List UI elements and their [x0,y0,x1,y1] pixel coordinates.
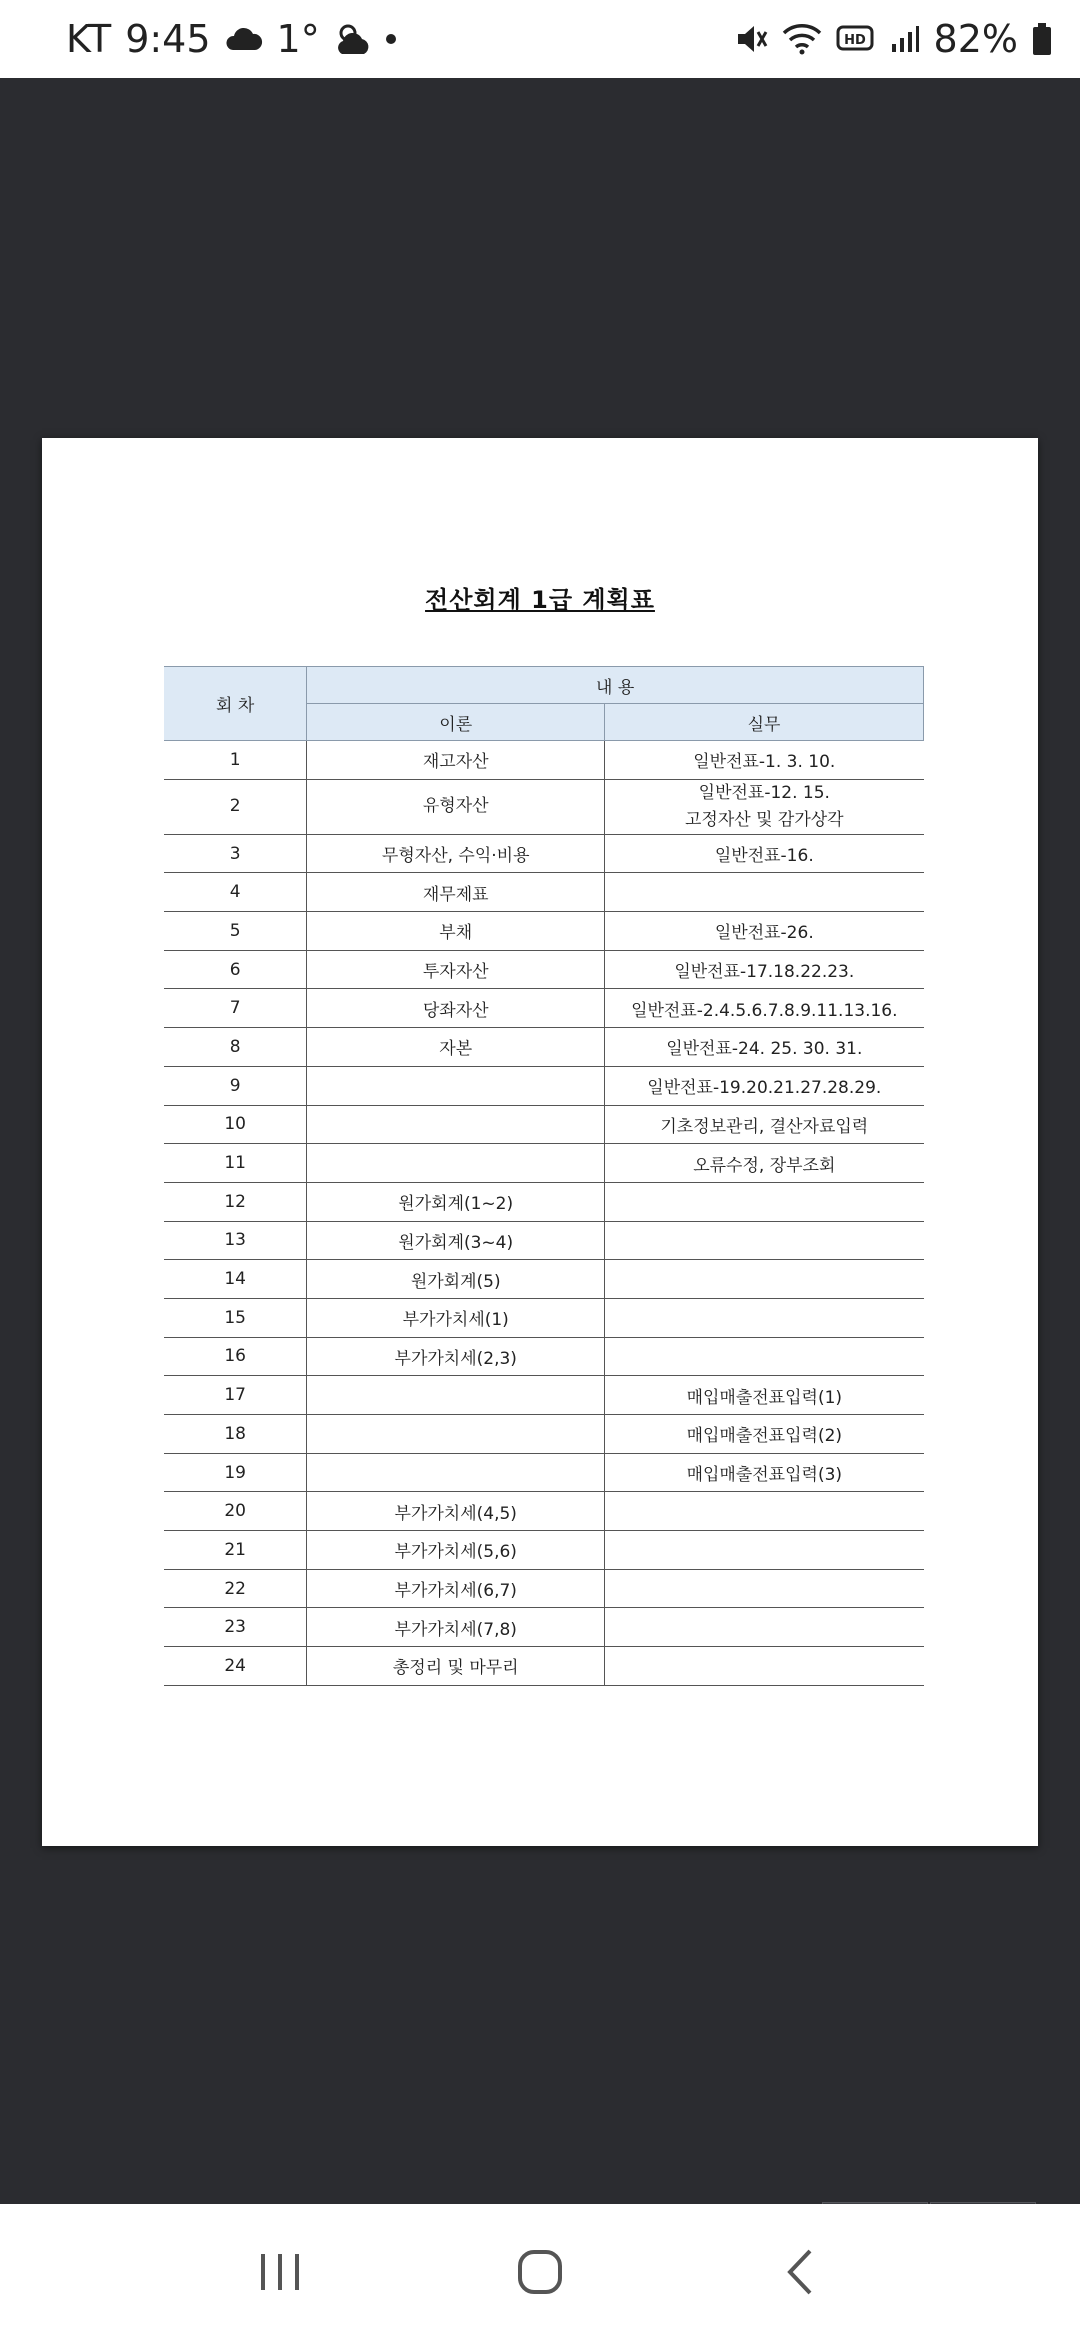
header-round: 회 차 [164,667,307,741]
table-row [164,1066,924,1105]
practice-cell: 일반전표-1. 3. 10. [605,741,924,780]
round-cell: 6 [164,950,307,989]
partly-cloudy-icon [334,22,372,56]
clock: 9:45 [125,17,211,61]
theory-cell [307,1415,605,1454]
theory-cell: 부가가치세(2,3) [307,1337,605,1376]
theory-cell [307,1105,605,1144]
theory-cell: 부가가치세(6,7) [307,1569,605,1608]
document-title: 전산회계 1급 계획표 [425,586,655,614]
practice-line: 고정자산 및 감가상각 [684,809,844,830]
practice-cell: 매입매출전표입력(2) [605,1415,924,1454]
round-cell: 11 [164,1144,307,1183]
practice-cell [605,1492,924,1531]
practice-cell [605,1608,924,1647]
temperature: 1° [276,17,320,61]
document-page[interactable] [42,438,1038,1846]
theory-cell: 총정리 및 마무리 [307,1647,605,1686]
table-row [164,1105,924,1144]
document-viewer[interactable] [0,78,1080,2204]
table-row [164,1608,924,1647]
round-cell: 19 [164,1453,307,1492]
practice-cell [605,779,924,834]
round-cell: 12 [164,1182,307,1221]
theory-cell: 부가가치세(1) [307,1298,605,1337]
round-cell: 10 [164,1105,307,1144]
header-content: 내 용 [307,667,924,704]
practice-cell [605,1298,924,1337]
practice-cell: 매입매출전표입력(1) [605,1376,924,1415]
practice-cell [605,1647,924,1686]
signal-icon [890,24,920,54]
practice-cell: 일반전표-16. [605,834,924,873]
table-row [164,1647,924,1686]
practice-cell: 매입매출전표입력(3) [605,1453,924,1492]
theory-cell [307,1376,605,1415]
table-row [164,950,924,989]
round-cell: 9 [164,1066,307,1105]
theory-cell: 투자자산 [307,950,605,989]
round-cell: 17 [164,1376,307,1415]
theory-cell: 당좌자산 [307,989,605,1028]
table-row [164,1569,924,1608]
dot-icon [386,34,396,44]
round-cell: 7 [164,989,307,1028]
theory-cell: 원가회계(1~2) [307,1182,605,1221]
recent-apps-icon [255,2250,305,2294]
round-cell: 13 [164,1221,307,1260]
practice-cell: 일반전표-19.20.21.27.28.29. [605,1066,924,1105]
practice-cell: 일반전표-26. [605,912,924,951]
table-row [164,1221,924,1260]
round-cell: 1 [164,741,307,780]
practice-cell [605,1569,924,1608]
table-row [164,779,924,834]
practice-cell [605,1260,924,1299]
round-cell: 4 [164,873,307,912]
navigation-bar [0,2204,1080,2340]
practice-cell: 일반전표-2.4.5.6.7.8.9.11.13.16. [605,989,924,1028]
svg-text:HD: HD [843,33,866,48]
theory-cell: 부가가치세(5,6) [307,1531,605,1570]
theory-cell: 부채 [307,912,605,951]
round-cell: 14 [164,1260,307,1299]
practice-cell: 일반전표-24. 25. 30. 31. [605,1028,924,1067]
table-row [164,1028,924,1067]
header-practice: 실무 [605,704,924,741]
mute-icon [734,22,768,56]
hd-icon [836,24,876,54]
cloud-icon [225,26,263,52]
practice-cell: 기초정보관리, 결산자료입력 [605,1105,924,1144]
round-cell: 16 [164,1337,307,1376]
practice-cell [605,873,924,912]
status-right [734,17,1052,61]
theory-cell: 부가가치세(4,5) [307,1492,605,1531]
round-cell: 3 [164,834,307,873]
theory-cell: 재고자산 [307,741,605,780]
plan-table [164,666,924,1686]
recent-apps-button[interactable] [235,2227,325,2317]
battery-percent: 82% [933,17,1018,61]
round-cell: 15 [164,1298,307,1337]
round-cell: 21 [164,1531,307,1570]
table-row [164,1415,924,1454]
table-row [164,1376,924,1415]
back-button[interactable] [755,2227,845,2317]
header-theory: 이론 [307,704,605,741]
round-cell: 20 [164,1492,307,1531]
status-bar [0,0,1080,78]
battery-icon [1032,22,1052,56]
home-icon [515,2247,565,2297]
practice-cell [605,1221,924,1260]
round-cell: 24 [164,1647,307,1686]
table-row [164,1453,924,1492]
theory-cell: 원가회계(3~4) [307,1221,605,1260]
status-left [66,17,396,61]
round-cell: 8 [164,1028,307,1067]
theory-cell: 유형자산 [307,779,605,834]
table-row [164,1337,924,1376]
table-row [164,1144,924,1183]
round-cell: 2 [164,779,307,834]
theory-cell: 부가가치세(7,8) [307,1608,605,1647]
theory-cell [307,1453,605,1492]
theory-cell [307,1144,605,1183]
home-button[interactable] [495,2227,585,2317]
carrier-label: KT [66,17,112,61]
back-icon [780,2247,820,2297]
table-row [164,989,924,1028]
table-row [164,1492,924,1531]
table-row [164,1182,924,1221]
table-row [164,912,924,951]
table-row [164,1260,924,1299]
table-row [164,873,924,912]
theory-cell: 무형자산, 수익·비용 [307,834,605,873]
theory-cell: 원가회계(5) [307,1260,605,1299]
table-row [164,1531,924,1570]
table-row [164,834,924,873]
practice-cell [605,1531,924,1570]
round-cell: 5 [164,912,307,951]
practice-line: 일반전표-12. 15. [698,782,830,803]
wifi-icon [782,23,822,55]
round-cell: 18 [164,1415,307,1454]
table-row [164,741,924,780]
practice-cell [605,1337,924,1376]
practice-cell [605,1182,924,1221]
theory-cell: 자본 [307,1028,605,1067]
round-cell: 23 [164,1608,307,1647]
theory-cell [307,1066,605,1105]
table-row [164,1298,924,1337]
theory-cell: 재무제표 [307,873,605,912]
practice-cell: 오류수정, 장부조회 [605,1144,924,1183]
round-cell: 22 [164,1569,307,1608]
practice-cell: 일반전표-17.18.22.23. [605,950,924,989]
